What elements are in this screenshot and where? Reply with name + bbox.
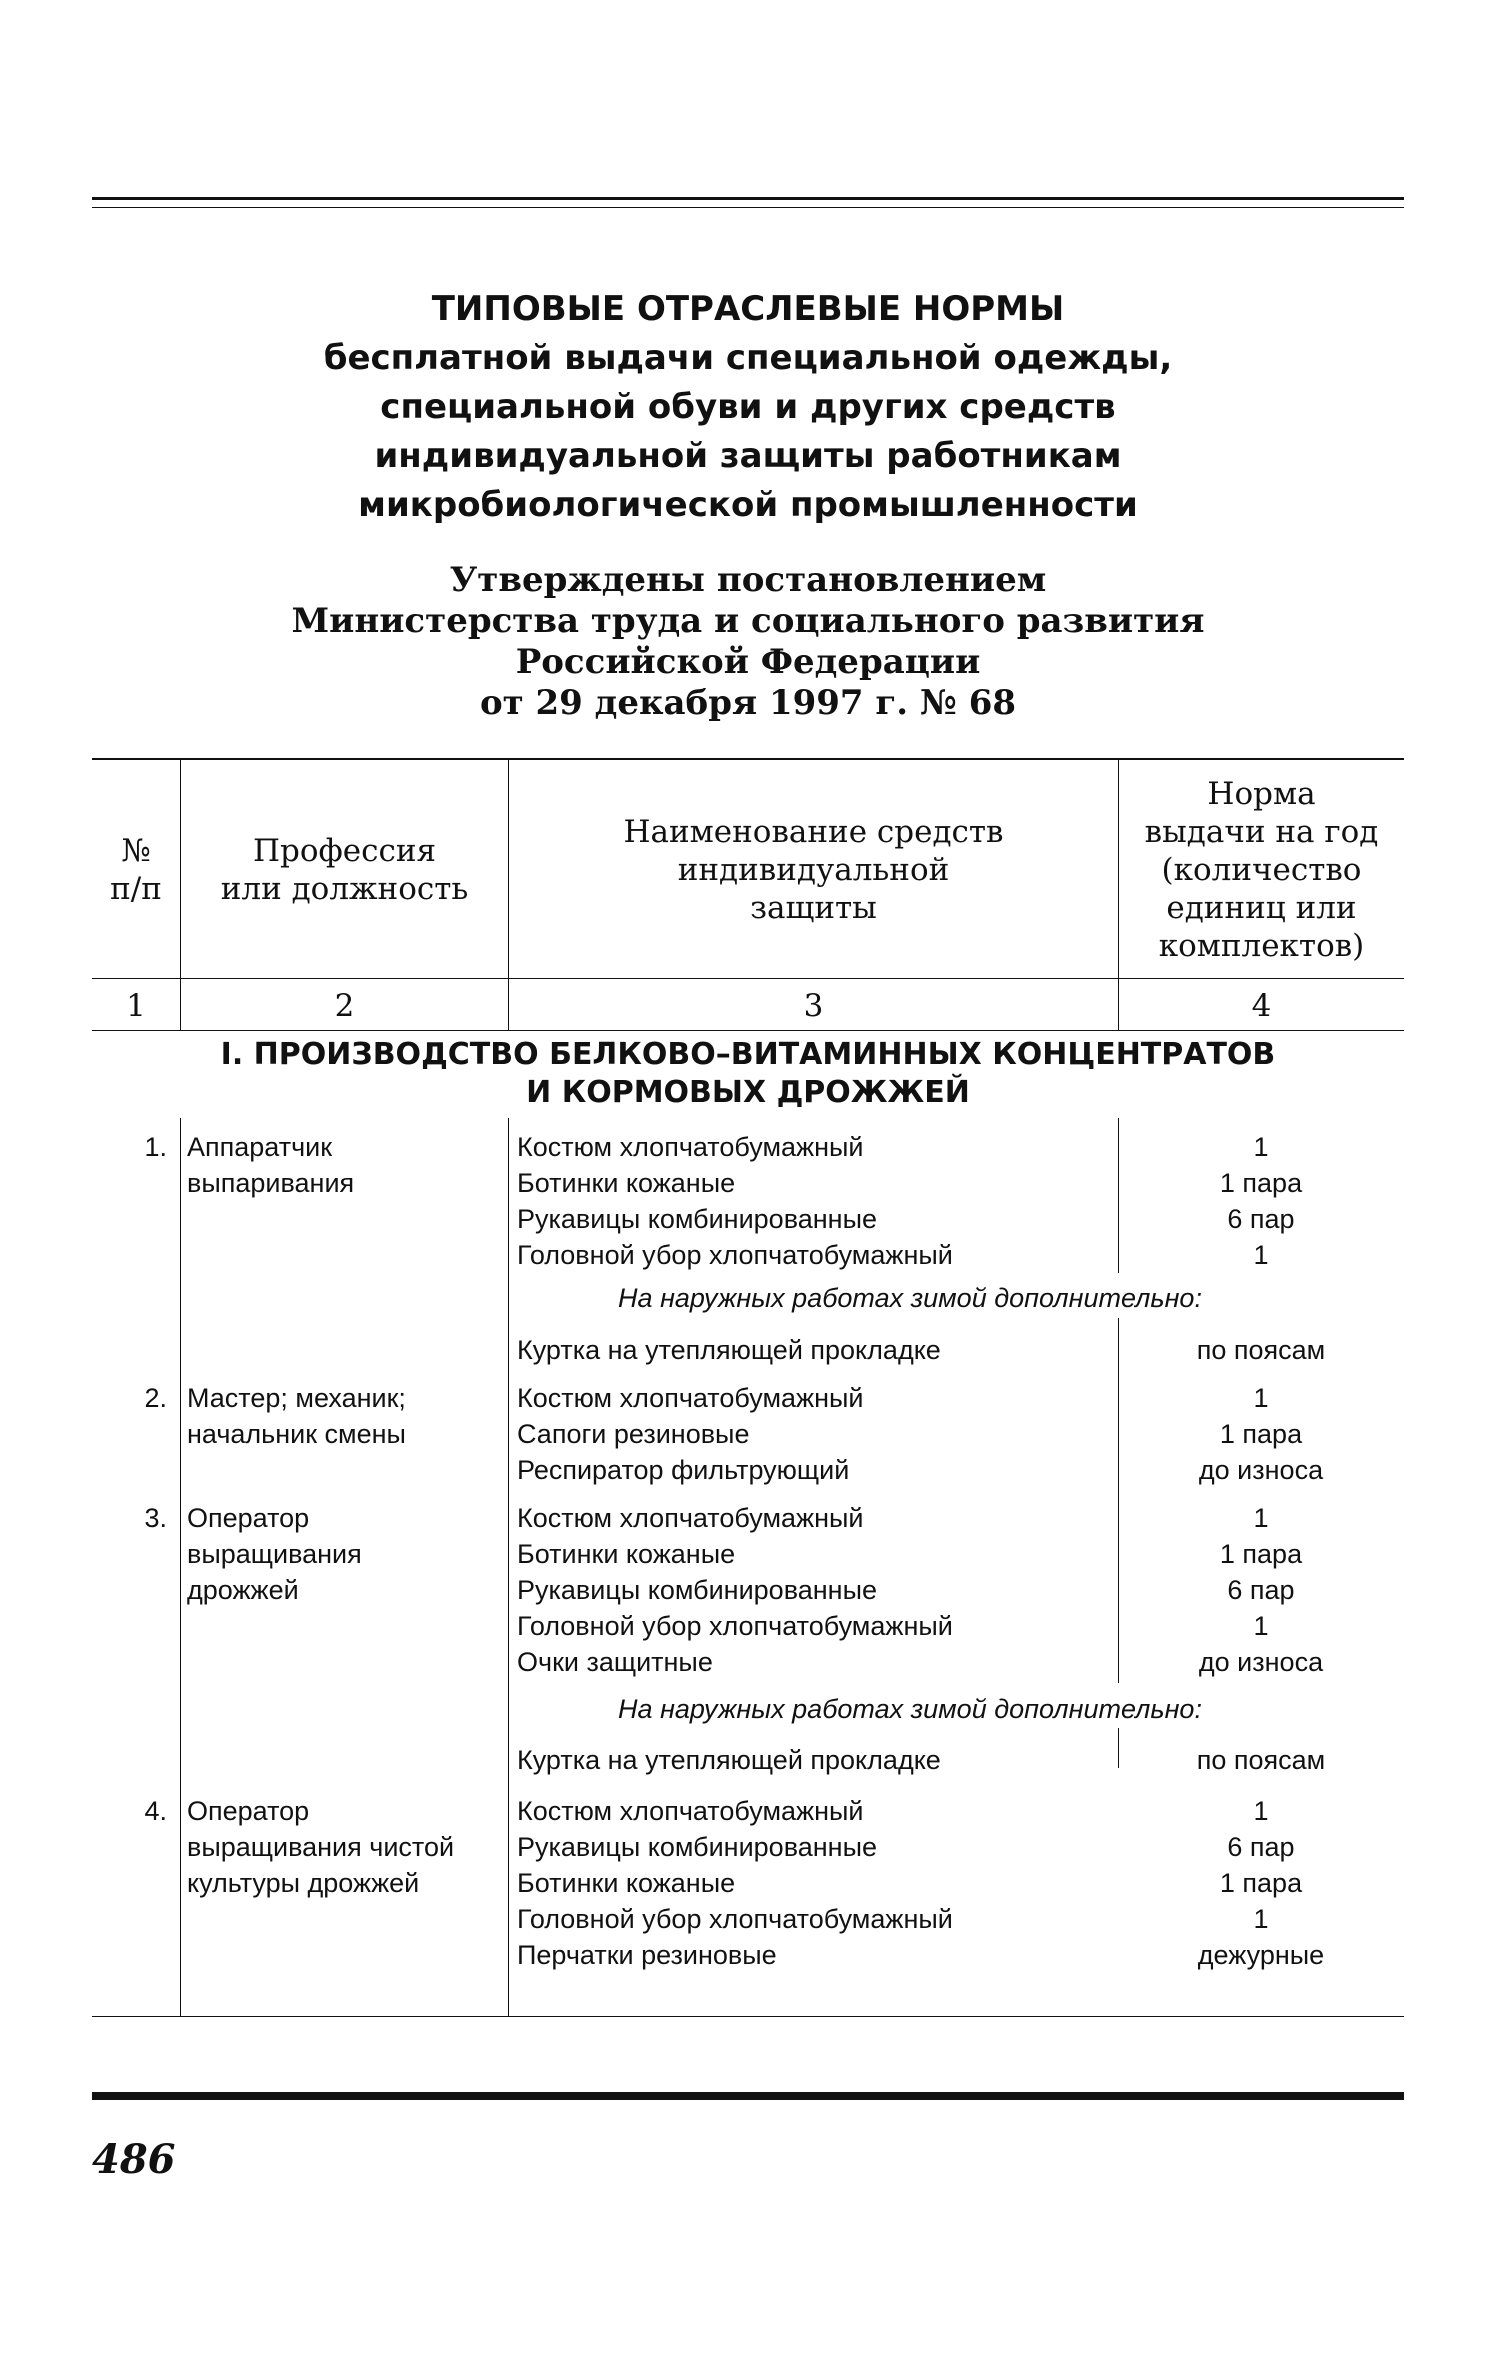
top-rule [92,197,1404,200]
row-number: 1. [144,1132,167,1162]
approval-line: Министерства труда и социального развития [291,601,1205,641]
row-profession: Аппаратчик выпаривания [187,1132,355,1198]
table-bottom-border [92,2016,1404,2017]
row-norms: 1 1 пара 6 пар 1 [1219,1132,1303,1270]
extra-item: Куртка на утепляющей прокладке [517,1745,941,1775]
list-item: Рукавицы комбинированные [517,1575,877,1605]
approval-statement [92,560,1404,724]
title-line: индивидуальной защиты работникам [374,436,1122,476]
bottom-rule [92,2092,1404,2100]
title-line: ТИПОВЫЕ ОТРАСЛЕВЫЕ НОРМЫ [431,289,1065,329]
title-line: специальной обуви и других средств [380,387,1116,427]
list-item: Ботинки кожаные [517,1168,736,1198]
list-item: Головной убор хлопчатобумажный [517,1904,953,1934]
row-items [517,1793,1117,1973]
list-item: Костюм хлопчатобумажный [517,1796,864,1826]
body-column-divider [180,1118,181,2016]
top-rule-thin [92,207,1404,208]
list-item: Костюм хлопчатобумажный [517,1383,864,1413]
row-items [517,1129,1117,1273]
extra-norm: по поясам [1196,1335,1326,1365]
row-profession: Оператор выращивания чистой культуры дрожжей [187,1796,455,1898]
header-annual-norm: Норма выдачи на год (количество единиц или комплектов) [1144,776,1379,964]
document-title [92,285,1404,530]
list-item: Сапоги резиновые [517,1419,750,1449]
section-title: I. ПРОИЗВОДСТВО БЕЛКОВО–ВИТАМИННЫХ КОНЦЕНТРАТОВ И КОРМОВЫХ ДРОЖЖЕЙ [220,1037,1276,1110]
row-items [517,1380,1117,1488]
list-item: Респиратор фильтрующий [517,1455,850,1485]
header-profession: Профессия или должность [220,833,469,907]
column-number: 1 [126,987,146,1024]
extra-item: Куртка на утепляющей прокладке [517,1335,941,1365]
list-item: Костюм хлопчатобумажный [517,1132,864,1162]
approval-line: Утверждены постановлением [449,560,1047,600]
header-protection-means: Наименование средств индивидуальной защиты [623,814,1004,926]
column-number: 2 [334,987,355,1024]
row-number: 3. [144,1503,167,1533]
list-item: Головной убор хлопчатобумажный [517,1611,953,1641]
list-item: Очки защитные [517,1647,713,1677]
table-top-border [92,758,1404,760]
page-number: 486 [92,2136,176,2183]
list-item: Рукавицы комбинированные [517,1204,877,1234]
row-norms: 1 6 пар 1 пара 1 дежурные [1197,1796,1325,1970]
winter-note: На наружных работах зимой дополнительно: [618,1694,1202,1724]
column-number: 4 [1251,987,1272,1024]
row-norms: 1 1 пара 6 пар 1 до износа [1198,1503,1324,1677]
approval-line: от 29 декабря 1997 г. № 68 [479,683,1017,723]
list-item: Костюм хлопчатобумажный [517,1503,864,1533]
row-profession: Мастер; механик; начальник смены [187,1383,406,1449]
header-number: № п/п [110,833,162,907]
row-number: 4. [144,1796,167,1826]
winter-note: На наружных работах зимой дополнительно: [618,1283,1202,1313]
list-item: Ботинки кожаные [517,1868,736,1898]
approval-line: Российской Федерации [515,642,981,682]
body-column-divider [508,1118,509,2016]
extra-norm: по поясам [1196,1745,1326,1775]
row-items [517,1500,1117,1680]
column-numbers-divider [92,1030,1404,1031]
header-divider [92,978,1404,979]
row-profession: Оператор выращивания дрожжей [187,1503,362,1605]
row-norms: 1 1 пара до износа [1198,1383,1324,1485]
list-item: Перчатки резиновые [517,1940,777,1970]
list-item: Головной убор хлопчатобумажный [517,1240,953,1270]
list-item: Ботинки кожаные [517,1539,736,1569]
list-item: Рукавицы комбинированные [517,1832,877,1862]
title-line: микробиологической промышленности [358,485,1138,525]
row-number: 2. [144,1383,167,1413]
title-line: бесплатной выдачи специальной одежды, [323,338,1173,378]
column-number: 3 [803,987,824,1024]
